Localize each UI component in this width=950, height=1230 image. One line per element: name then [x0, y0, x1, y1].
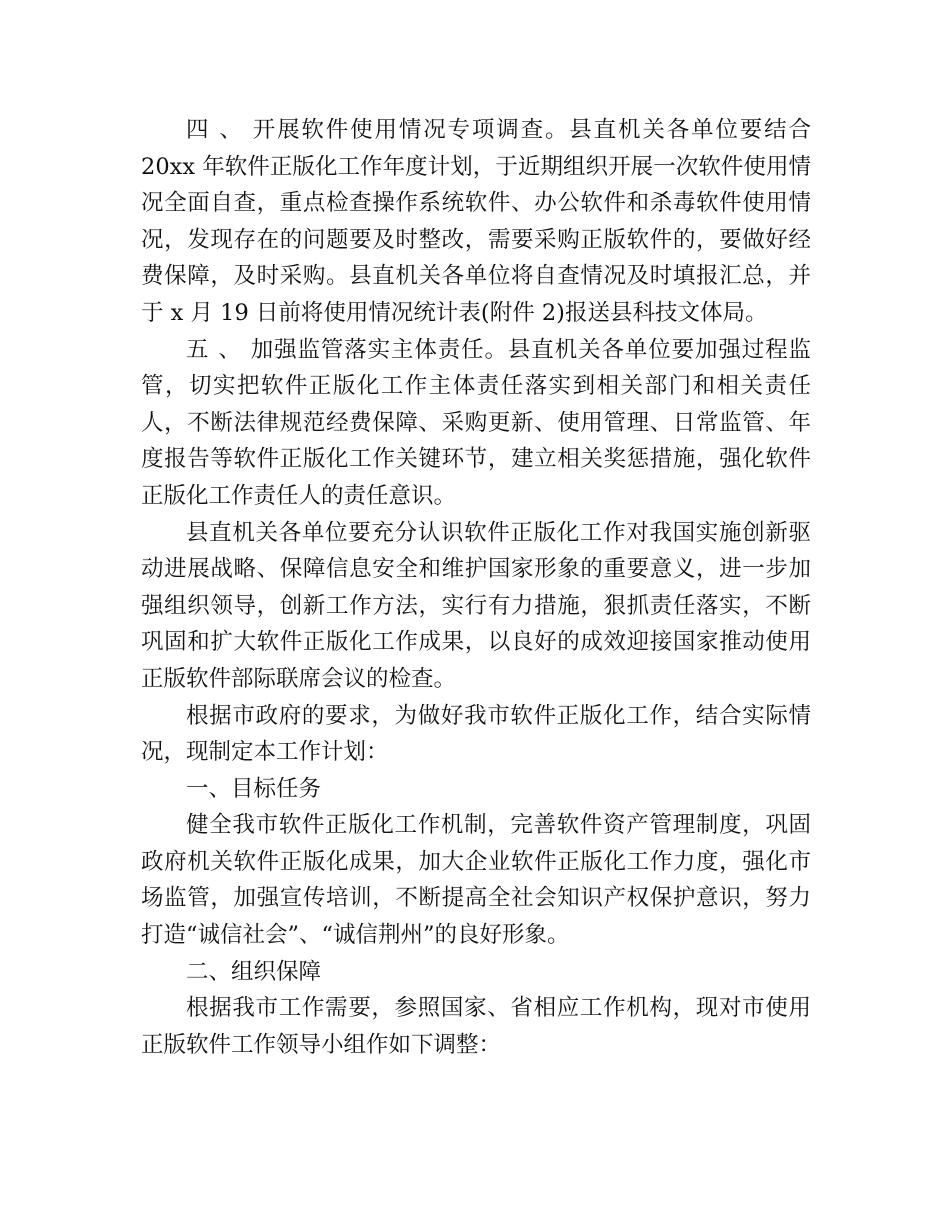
paragraph-text: 开展软件使用情况专项调查。县直机关各单位要结合 20xx 年软件正版化工作年度计划，于近期组织开展一次软件使用情况全面自查，重点检查操作系统软件、办公软件和杀毒软件使用情况，发现存在的问题要及时整改，需要采购正版软件的，要做好经费保障，及时采购。县直机关各单位将自查情况及时填报汇总，并于 x 月 19 日前将使用情况统计表(附件 2)报送县科技文体局。 — [141, 117, 811, 326]
paragraph-text: 县直机关各单位要充分认识软件正版化工作对我国实施创新驱动进展战略、保障信息安全和维护国家形象的重要意义，进一步加强组织领导，创新工作方法，实行有力措施，狠抓责任落实，不断巩固和扩大软件正版化工作成果，以良好的成效迎接国家推动使用正版软件部际联席会议的检查。 — [141, 519, 811, 692]
paragraph-goals — [141, 807, 811, 953]
paragraph-4 — [141, 112, 811, 332]
section-heading: 二、组织保障 — [186, 958, 322, 985]
paragraph-text: 健全我市软件正版化工作机制，完善软件资产管理制度，巩固政府机关软件正版化成果，加大企业软件正版化工作力度，强化市场监管，加强宣传培训，不断提高全社会知识产权保护意识，努力打造“诚信社会”、“诚信荆州”的良好形象。 — [141, 812, 811, 949]
section-heading: 一、目标任务 — [186, 775, 322, 802]
paragraph-summary — [141, 515, 811, 698]
heading-goals — [141, 771, 811, 808]
paragraph-text: 根据市政府的要求，为做好我市软件正版化工作，结合实际情况，现制定本工作计划： — [141, 702, 811, 766]
section-number: 五、 — [186, 336, 251, 363]
section-number: 四、 — [186, 117, 253, 143]
paragraph-organization — [141, 990, 811, 1063]
paragraph-intro — [141, 698, 811, 771]
paragraph-5 — [141, 332, 811, 515]
paragraph-text: 加强监管落实主体责任。县直机关各单位要加强过程监管，切实把软件正版化工作主体责任落实到相关部门和相关责任人，不断法律规范经费保障、采购更新、使用管理、日常监管、年度报告等软件正版化工作关键环节，建立相关奖惩措施，强化软件正版化工作责任人的责任意识。 — [141, 336, 811, 509]
document-body — [141, 112, 811, 1063]
paragraph-text: 根据我市工作需要，参照国家、省相应工作机构，现对市使用正版软件工作领导小组作如下调整： — [141, 995, 811, 1058]
heading-organization — [141, 954, 811, 991]
